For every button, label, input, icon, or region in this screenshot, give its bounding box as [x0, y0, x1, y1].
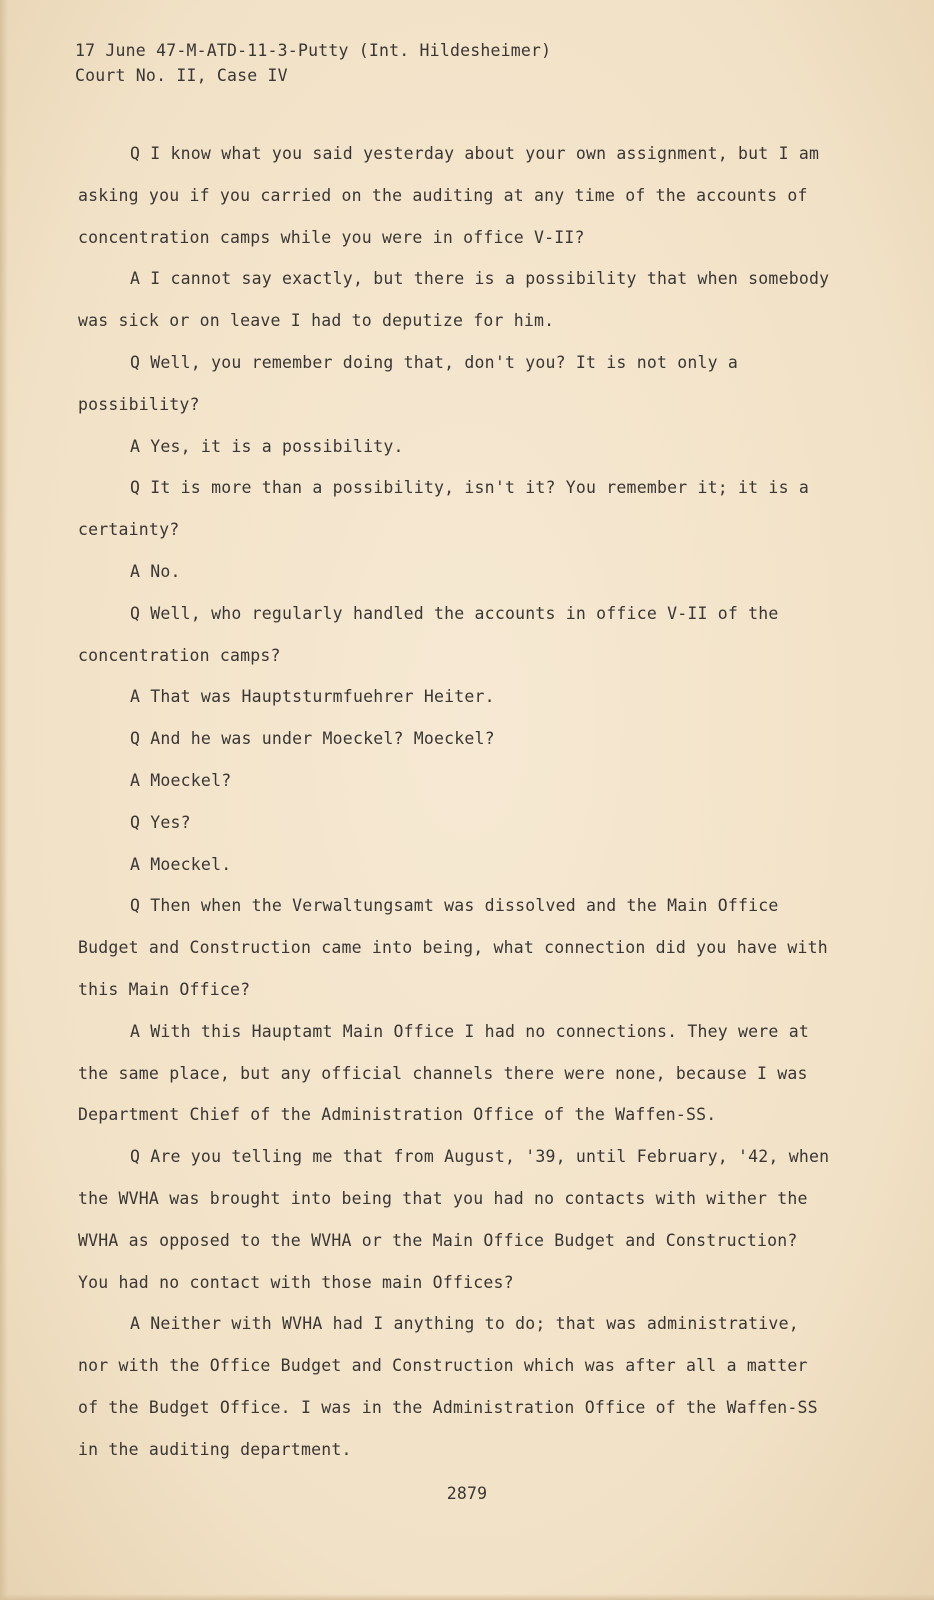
question-paragraph: Q Yes? — [130, 812, 191, 832]
page-number: 2879 — [446, 1484, 488, 1503]
question-paragraph: Q I know what you said yesterday about your own assignment, but I am asking you if you carried on the auditing at any time of the accounts of concentration camps while you were in office V-II? — [78, 144, 820, 247]
answer-paragraph: A That was Hauptsturmfuehrer Heiter. — [130, 687, 495, 707]
question-paragraph: Q It is more than a possibility, isn't it? You remember it; it is a certainty? — [78, 478, 809, 540]
answer-paragraph: A Moeckel? — [130, 770, 232, 790]
transcript-body — [78, 133, 838, 1471]
answer-paragraph: A Neither with WVHA had I anything to do; that was administrative, nor with the Office Budget and Construction which was after all a matter of the Budget Office. I was in the Administration Office of the Waffen-SS in the auditing department. — [78, 1314, 818, 1459]
document-header — [75, 38, 551, 88]
answer-paragraph: A No. — [130, 561, 181, 581]
header-court-line: Court No. II, Case IV — [75, 66, 288, 85]
question-paragraph: Q Well, you remember doing that, don't you? It is not only a possibility? — [78, 352, 739, 414]
paper-edge-left — [0, 0, 8, 1600]
answer-paragraph: A Moeckel. — [130, 854, 232, 874]
question-paragraph: Q Then when the Verwaltungsamt was dissolved and the Main Office Budget and Construction came into being, what connection did you have with this Main Office? — [78, 896, 828, 999]
answer-paragraph: A Yes, it is a possibility. — [130, 436, 404, 456]
answer-paragraph: A I cannot say exactly, but there is a possibility that when somebody was sick or on leave I had to deputize for him. — [78, 269, 830, 331]
paper-edge-bottom — [0, 1594, 934, 1600]
header-session-line: 17 June 47-M-ATD-11-3-Putty (Int. Hildesheimer) — [75, 41, 552, 60]
question-paragraph: Q Well, who regularly handled the accounts in office V-II of the concentration camps? — [78, 603, 779, 665]
answer-paragraph: A With this Hauptamt Main Office I had no connections. They were at the same place, but any official channels there were none, because I was Department Chief of the Administration Office of the Waffen-SS. — [78, 1021, 809, 1125]
question-paragraph: Q And he was under Moeckel? Moeckel? — [130, 729, 495, 749]
question-paragraph: Q Are you telling me that from August, '39, until February, '42, when the WVHA was brought into being that you had no contacts with wither the WVHA as opposed to the WVHA or the Main Office Budget and Construction? You had no contact with those main Offices? — [78, 1147, 830, 1292]
